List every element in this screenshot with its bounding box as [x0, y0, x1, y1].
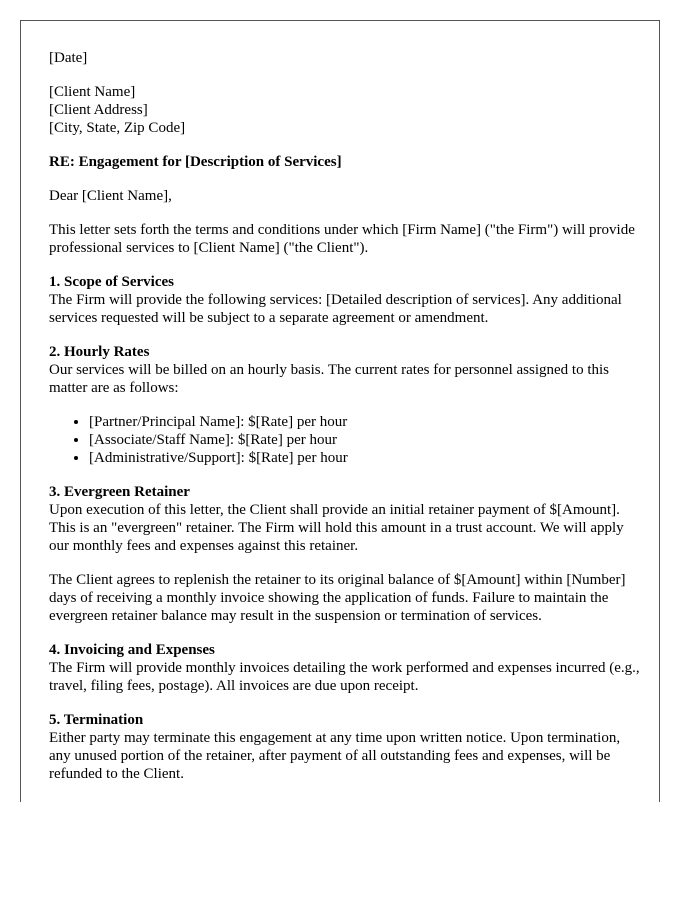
section-termination	[49, 711, 645, 783]
section-body: Our services will be billed on an hourly basis. The current rates for personnel assigned to this matter are as follows:	[49, 362, 610, 396]
section-body: The Client agrees to replenish the retainer to its original balance of $[Amount] within [Number] days of receiving a monthly invoice showing the application of funds. Failure to maintain the evergreen retainer balance may result in the suspension or termination of services.	[49, 572, 626, 624]
section-hourly-rates	[49, 343, 645, 467]
letter-date: [Date]	[49, 50, 88, 66]
client-name: [Client Name]	[49, 84, 136, 100]
re-line: RE: Engagement for [Description of Services]	[49, 154, 342, 170]
section-heading: 2. Hourly Rates	[49, 344, 150, 360]
intro-paragraph: This letter sets forth the terms and conditions under which [Firm Name] ("the Firm") will provide professional services to [Client Name] ("the Client").	[49, 222, 635, 256]
section-body: The Firm will provide the following services: [Detailed description of services]. Any additional services requested will be subject to a separate agreement or amendment.	[49, 292, 622, 326]
client-address: [Client Address]	[49, 102, 148, 118]
list-item: • [Associate/Staff Name]: $[Rate] per hour	[89, 431, 645, 449]
client-city-state-zip: [City, State, Zip Code]	[49, 120, 186, 136]
letter-content	[49, 49, 645, 783]
list-item: • [Partner/Principal Name]: $[Rate] per hour	[89, 413, 645, 431]
letter-page	[20, 20, 660, 802]
section-heading: 1. Scope of Services	[49, 274, 174, 290]
section-body: Upon execution of this letter, the Client shall provide an initial retainer payment of $[Amount]. This is an "evergreen" retainer. The Firm will hold this amount in a trust account. We will apply our monthly fees and expenses against this retainer.	[49, 502, 624, 554]
section-heading: 3. Evergreen Retainer	[49, 484, 190, 500]
section-body: The Firm will provide monthly invoices detailing the work performed and expenses incurred (e.g., travel, filing fees, postage). All invoices are due upon receipt.	[49, 660, 640, 694]
section-invoicing	[49, 641, 645, 695]
salutation: Dear [Client Name],	[49, 188, 172, 204]
section-evergreen-retainer	[49, 483, 645, 625]
rates-list	[49, 413, 645, 467]
section-heading: 5. Termination	[49, 712, 144, 728]
section-heading: 4. Invoicing and Expenses	[49, 642, 215, 658]
section-body: Either party may terminate this engagement at any time upon written notice. Upon termination, any unused portion of the retainer, after payment of all outstanding fees and expenses, will be refunded to the Client.	[49, 730, 621, 782]
section-scope	[49, 273, 645, 327]
client-address-block	[49, 83, 645, 137]
list-item: • [Administrative/Support]: $[Rate] per hour	[89, 449, 645, 467]
